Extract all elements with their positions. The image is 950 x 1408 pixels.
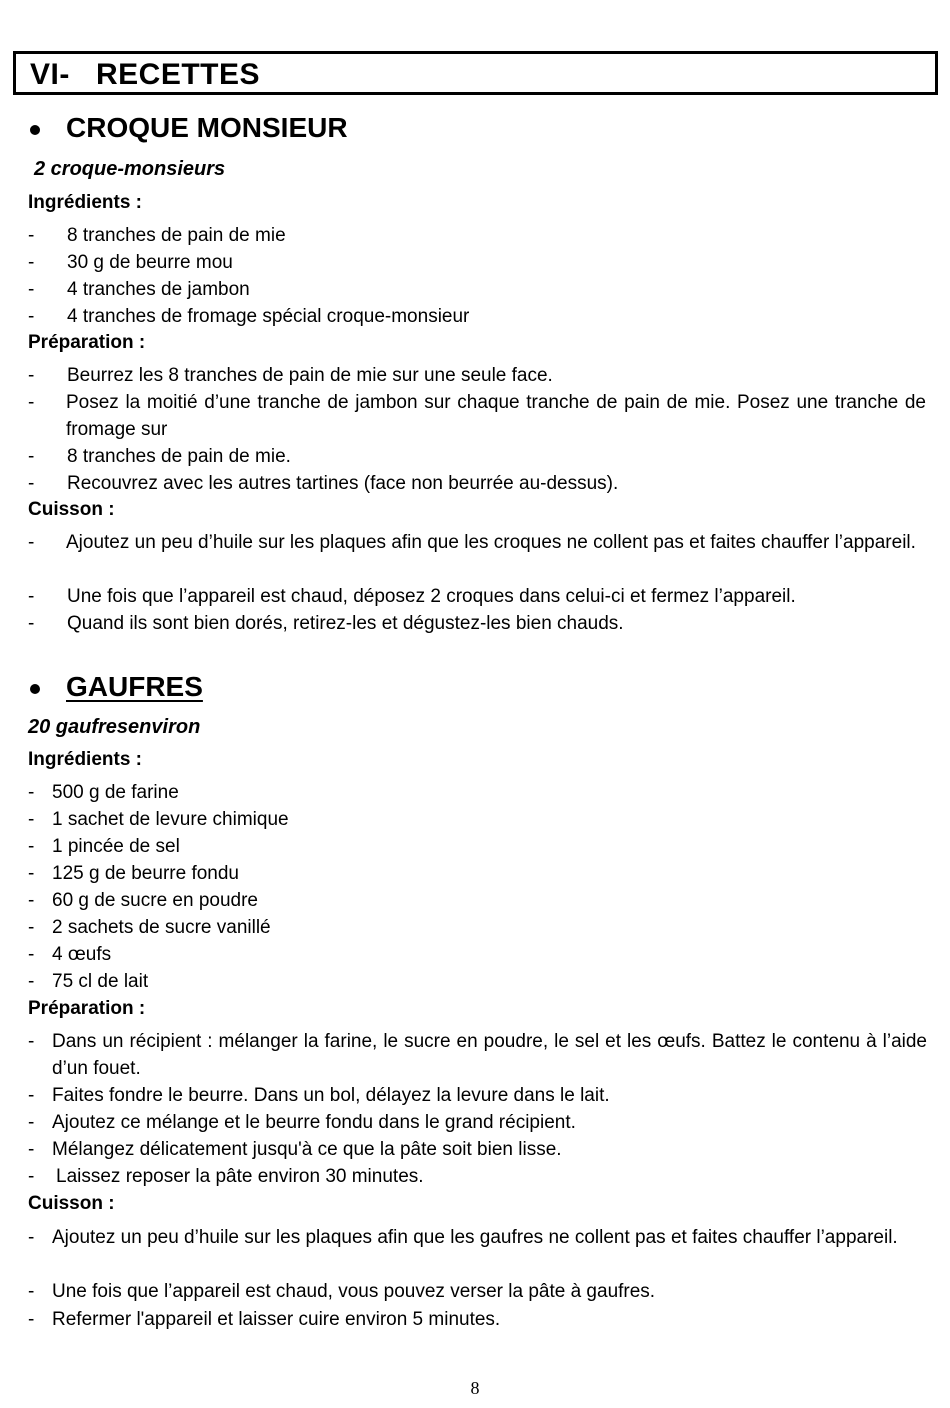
bullet-icon — [30, 125, 40, 135]
ingredients-label-croque: Ingrédients : — [28, 192, 143, 213]
recipe-title-gaufres: GAUFRES — [66, 671, 203, 702]
bullet-icon — [30, 684, 40, 694]
servings-gaufres: 20 gaufresenviron — [28, 716, 201, 738]
preparation-label-croque: Préparation : — [28, 332, 146, 353]
list-item-text: Ajoutez un peu d’huile sur les plaques afin que les gaufres ne collent pas et faites chauffer l’appareil. — [52, 1227, 898, 1248]
section-header — [13, 51, 938, 95]
section-number: VI- — [30, 58, 70, 91]
list-item-text: Ajoutez un peu d’huile sur les plaques afin que les croques ne collent pas et faites chauffer l’appareil. — [66, 532, 916, 553]
section-title: RECETTES — [96, 58, 261, 91]
cuisson-label-gaufres: Cuisson : — [28, 1193, 115, 1214]
preparation-label-gaufres: Préparation : — [28, 998, 146, 1019]
ingredients-label-gaufres: Ingrédients : — [28, 749, 143, 770]
recipe-title-croque: CROQUE MONSIEUR — [66, 112, 348, 143]
servings-croque: 2 croque-monsieurs — [34, 158, 226, 180]
list-item-text: Posez la moitié d’une tranche de jambon sur chaque tranche de pain de mie. Posez une tranche de fromage sur — [66, 392, 926, 440]
list-item-text: Dans un récipient : mélanger la farine, le sucre en poudre, le sel et les œufs. Battez le contenu à l’aide d’un fouet. — [52, 1031, 927, 1079]
page-number: 8 — [470, 1378, 480, 1398]
cuisson-label-croque: Cuisson : — [28, 499, 115, 520]
